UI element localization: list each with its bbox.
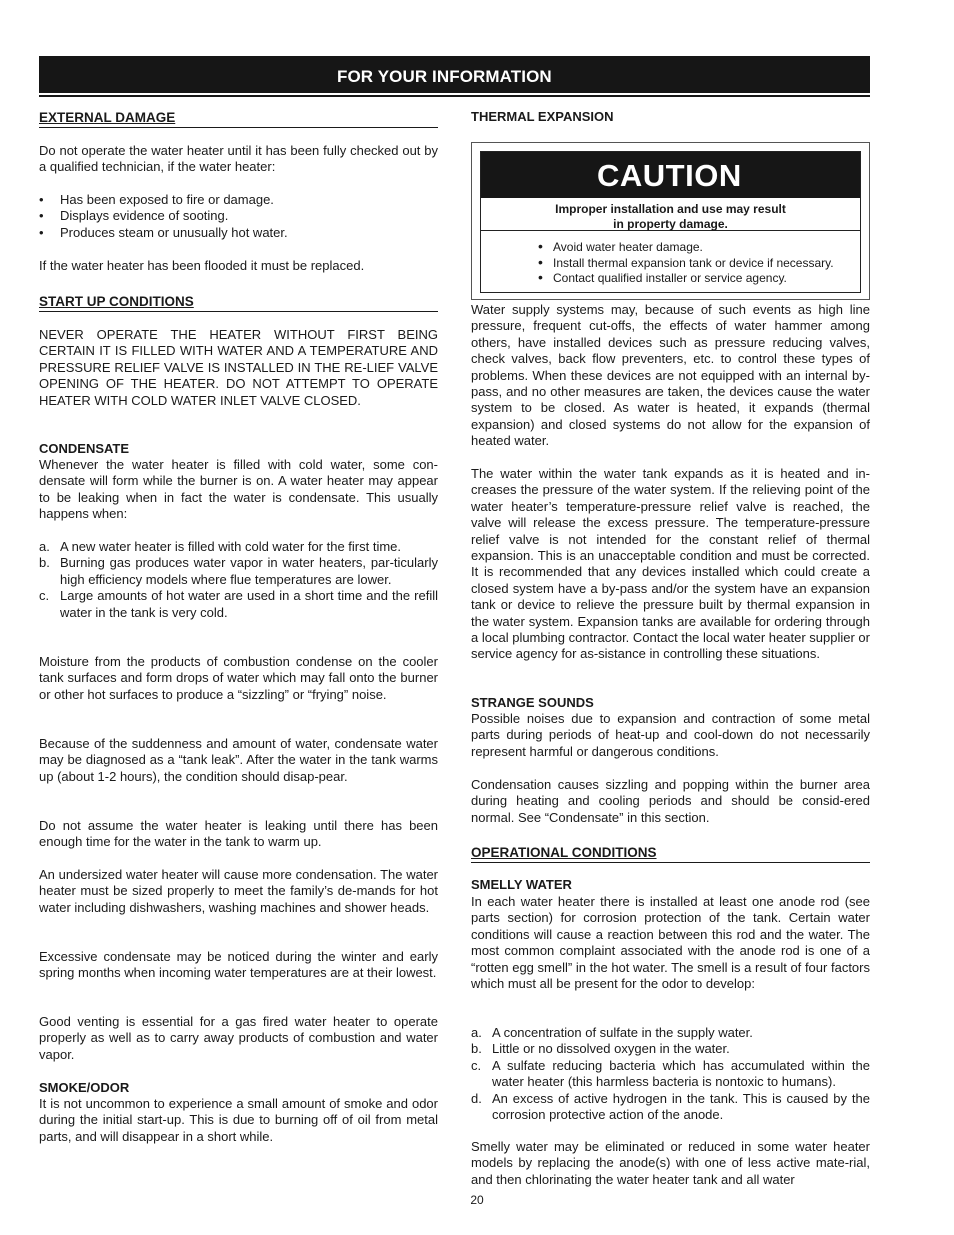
list-item: d. An excess of active hydrogen in the tank. This is caused by the corrosion protective action of the anode. [471,1090,870,1123]
strange-sounds-p2: Condensation causes sizzling and popping within the burner area during heating and cooling periods and should be consid-ered normal. See “Condensate” in this section. [471,777,870,825]
caution-label-inner [480,151,861,293]
caution-list [538,240,834,287]
thermal-expansion-title: THERMAL EXPANSION [471,109,614,124]
list-item: c. Large amounts of hot water are used in a short time and the refill water in the tank is very cold. [39,588,438,620]
smelly-water-p2: Smelly water may be eliminated or reduced in some water heater models by replacing the anode(s) with one of less active mate-rial, and then chlorinating the water heater tank and all water [471,1139,870,1187]
smoke-odor-title: SMOKE/ODOR [39,1080,130,1095]
caution-item: • Install thermal expansion tank or device if necessary. [538,256,834,272]
page-header-title: FOR YOUR INFORMATION [337,67,552,86]
strange-sounds-title: STRANGE SOUNDS [471,695,594,710]
caution-heading: CAUTION [597,158,742,193]
operational-conditions-title: OPERATIONAL CONDITIONS [471,845,870,863]
caution-item: • Avoid water heater damage. [538,240,834,256]
condensate-p7: Good venting is essential for a gas fired water heater to operate properly as well as to carry away products of combustion and water vapor. [39,1014,438,1062]
condensate-p4: Do not assume the water heater is leaking until there has been enough time for the water in the tank to warm up. [39,818,438,850]
smelly-water-p1: In each water heater there is installed at least one anode rod (see parts section) for corrosion protection of the tank. Certain water conditions will cause a reaction between this rod and the water. The most common complaint associated with the anode rod is one of a “rotten egg smell” in the hot water. The smell is a result of four factors which must all be present for the odor to develop: [471,894,870,992]
header-rule [39,95,870,97]
condensate-list [39,539,438,621]
caution-item: • Contact qualified installer or service agency. [538,271,834,287]
flooded-note: If the water heater has been flooded it must be replaced. [39,258,365,273]
external-damage-intro: Do not operate the water heater until it has been fully checked out by a qualified technician, if the water heater: [39,143,438,175]
thermal-p2: The water within the water tank expands as it is heated and in-creases the pressure of the water system. If the relieving point of the water heater’s temperature-pressure relief valve is reached, the valve will release the excess pressure. The temperature-pressure relief valve is not intended for the constant relief of thermal expansion. This is an unacceptable condition and must be corrected. It is recommended that any devices installed which could create a closed system have a by-pass and/or the system have an expansion tank or device to relieve the pressure built by thermal expansion in the water system. Expansion tanks are available for ordering through a local plumbing contractor. Contact the local water heater supplier or service agency for as-sistance in controlling these situations. [471,466,870,662]
list-item: b. Burning gas produces water vapor in water heaters, par-ticularly high efficiency models where flue temperatures are lower. [39,555,438,587]
caution-sub-line-2: in property damage. [613,217,728,231]
smoke-odor-p1: It is not uncommon to experience a small amount of smoke and odor during the initial start-up. This is due to burning off of oil from metal parts, and will disappear in a short while. [39,1096,438,1144]
smelly-water-list [471,1025,870,1123]
caution-label [471,142,870,300]
thermal-p1: Water supply systems may, because of such events as high line pressure, frequent cut-offs, the effects of water hammer among others, have installed devices such as pressure reducing valves, check valves, back flow preventers, etc. to control these types of problems. When these devices are not equipped with an internal by-pass, and no other measures are taken, the devices cause the water system to be closed. As water is heated, it expands (thermal expansion) and closed systems do not allow for the expansion of heated water. [471,302,870,449]
startup-title: START UP CONDITIONS [39,294,438,312]
list-item: • Has been exposed to fire or damage. [39,192,274,207]
list-item: a. A new water heater is filled with cold water for the first time. [39,539,402,554]
external-damage-title: EXTERNAL DAMAGE [39,110,438,128]
caution-sub-line-1: Improper installation and use may result [555,202,786,216]
list-item: b. Little or no dissolved oxygen in the water. [471,1041,730,1057]
startup-warning: NEVER OPERATE THE HEATER WITHOUT FIRST BEING CERTAIN IT IS FILLED WITH WATER AND A TEMPERATURE AND PRESSURE RELIEF VALVE IS INSTALLED IN THE RE-LIEF VALVE OPENING OF THE HEATER. DO NOT ATTEMPT TO OPERATE HEATER WITH COLD WATER INLET VALVE CLOSED. [39,327,438,408]
condensate-p2: Moisture from the products of combustion condense on the cooler tank surfaces and form drops of water which may fall onto the burner or other hot surfaces to produce a “sizzling” or “frying” noise. [39,654,438,702]
condensate-p1: Whenever the water heater is filled with cold water, some con-densate will form while the burner is on. A water heater may appear to be leaking when in fact the water is condensate. This usually happens when: [39,457,438,522]
condensate-p3: Because of the suddenness and amount of water, condensate water may be diagnosed as a “tank leak”. After the water in the tank warms up (about 1-2 hours), the condition should disap-pear. [39,736,438,784]
list-item: c. A sulfate reducing bacteria which has accumulated within the water heater (this harmless bacteria is nontoxic to humans). [471,1057,870,1090]
list-item: • Produces steam or unusually hot water. [39,224,288,240]
page-header-bar [39,56,870,93]
page-number: 20 [470,1193,484,1207]
external-damage-list [39,192,438,241]
condensate-p5: An undersized water heater will cause more condensation. The water heater must be sized properly to meet the family’s de-mands for hot water including dishwashers, washing machines and shower heads. [39,867,438,915]
condensate-p6: Excessive condensate may be noticed during the winter and early spring months when incoming water temperatures are at their lowest. [39,949,438,981]
smelly-water-title: SMELLY WATER [471,877,572,892]
caution-subheading [481,198,860,231]
strange-sounds-p1: Possible noises due to expansion and contraction of some metal parts during periods of heat-up and cool-down do not necessarily represent harmful or dangerous conditions. [471,711,870,759]
condensate-title: CONDENSATE [39,441,130,456]
list-item: a. A concentration of sulfate in the supply water. [471,1025,753,1040]
caution-heading-bar [481,152,860,198]
list-item: • Displays evidence of sooting. [39,208,229,224]
